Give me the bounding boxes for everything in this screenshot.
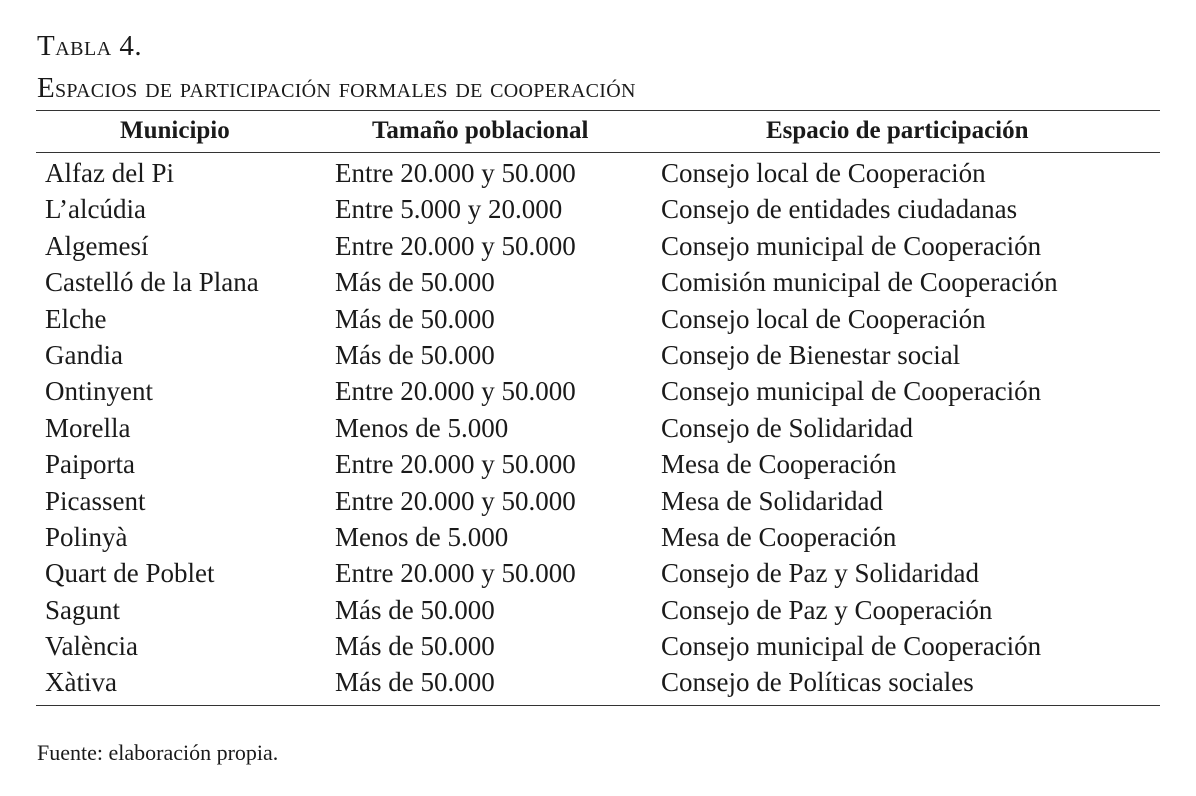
cell-tamano: Entre 20.000 y 50.000 — [335, 558, 576, 589]
cell-espacio: Mesa de Cooperación — [661, 449, 897, 480]
cell-tamano: Entre 20.000 y 50.000 — [335, 485, 576, 516]
cell-municipio: Elche — [45, 303, 107, 334]
cell-espacio: Comisión municipal de Cooperación — [661, 267, 1058, 298]
table-row — [36, 191, 1160, 227]
cell-tamano: Más de 50.000 — [335, 339, 495, 370]
cell-tamano: Más de 50.000 — [335, 667, 495, 698]
column-header-espacio-de-participacion: Espacio de participación — [766, 117, 1029, 144]
source-note: Fuente: elaboración propia. — [37, 740, 279, 765]
cell-tamano: Entre 20.000 y 50.000 — [335, 158, 576, 188]
table-row — [36, 592, 1160, 628]
cell-municipio: Picassent — [45, 485, 146, 516]
table-row — [36, 410, 1160, 446]
cell-municipio: Ontinyent — [45, 376, 153, 407]
cell-tamano: Entre 20.000 y 50.000 — [335, 230, 576, 261]
table-row — [36, 519, 1160, 555]
table-row — [36, 228, 1160, 264]
cell-espacio: Consejo de entidades ciudadanas — [661, 194, 1018, 225]
cell-municipio: L’alcúdia — [45, 194, 146, 225]
table-row — [36, 628, 1160, 664]
header-rule — [36, 152, 1160, 153]
column-header-municipio: Municipio — [120, 117, 230, 144]
cell-tamano: Más de 50.000 — [335, 303, 495, 334]
cell-espacio: Consejo de Políticas sociales — [661, 667, 974, 698]
table-row — [36, 264, 1160, 300]
cell-municipio: Xàtiva — [45, 667, 117, 698]
cell-municipio: Gandia — [45, 339, 123, 370]
column-header-tamano-poblacional: Tamaño poblacional — [372, 117, 589, 144]
cell-tamano: Entre 20.000 y 50.000 — [335, 376, 576, 407]
cell-municipio: Sagunt — [45, 594, 121, 625]
cell-espacio: Consejo de Paz y Solidaridad — [661, 558, 979, 589]
cell-espacio: Mesa de Solidaridad — [661, 485, 883, 516]
cell-municipio: Paiporta — [45, 449, 135, 480]
cell-espacio: Consejo municipal de Cooperación — [661, 230, 1042, 261]
cell-tamano: Más de 50.000 — [335, 594, 495, 625]
cell-espacio: Consejo de Bienestar social — [661, 339, 961, 370]
table-label: Tabla 4. — [37, 30, 143, 62]
table-row — [36, 155, 1160, 191]
cell-espacio: Consejo municipal de Cooperación — [661, 631, 1042, 662]
cell-municipio: València — [45, 631, 138, 662]
bottom-rule — [36, 705, 1160, 706]
table-row — [36, 337, 1160, 373]
cell-tamano: Menos de 5.000 — [335, 521, 509, 552]
table-row — [36, 301, 1160, 337]
cell-tamano: Entre 20.000 y 50.000 — [335, 449, 576, 480]
cell-espacio: Consejo municipal de Cooperación — [661, 376, 1042, 407]
cell-tamano: Más de 50.000 — [335, 631, 495, 662]
cell-espacio: Consejo de Solidaridad — [661, 412, 913, 443]
cell-municipio: Polinyà — [45, 521, 128, 552]
table-row — [36, 373, 1160, 409]
table-row — [36, 555, 1160, 591]
cell-tamano: Menos de 5.000 — [335, 412, 509, 443]
cell-tamano: Entre 5.000 y 20.000 — [335, 194, 563, 225]
table-row — [36, 446, 1160, 482]
cell-espacio: Consejo local de Cooperación — [661, 158, 986, 188]
cell-municipio: Castelló de la Plana — [45, 267, 259, 298]
table-body — [36, 155, 1160, 701]
cell-espacio: Consejo de Paz y Cooperación — [661, 594, 993, 625]
cell-municipio: Algemesí — [45, 230, 149, 261]
cell-espacio: Consejo local de Cooperación — [661, 303, 986, 334]
table-row — [36, 664, 1160, 700]
cell-espacio: Mesa de Cooperación — [661, 521, 897, 552]
cell-municipio: Alfaz del Pi — [45, 158, 174, 188]
cell-municipio: Morella — [45, 412, 131, 443]
table-row — [36, 483, 1160, 519]
cell-tamano: Más de 50.000 — [335, 267, 495, 298]
cell-municipio: Quart de Poblet — [45, 558, 215, 589]
table-title: Espacios de participación formales de cooperación — [37, 72, 636, 104]
top-rule — [36, 110, 1160, 111]
